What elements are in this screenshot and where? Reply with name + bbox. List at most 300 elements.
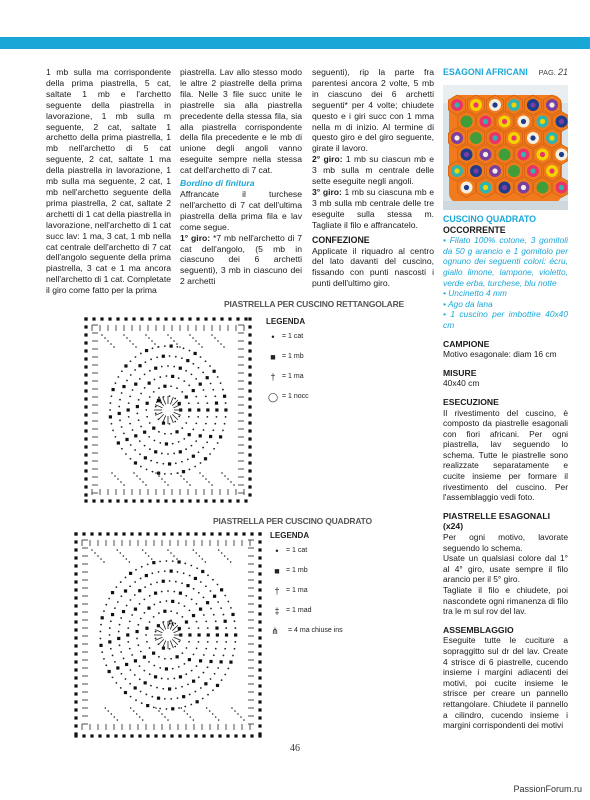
stitch-mark [108,598,110,600]
hexagon-flower-center [502,185,507,190]
stitch-mark [248,429,251,432]
assemblaggio-text: Eseguite tutte le cuciture a sopraggitto sul dr del lav. Create 4 strisce di 6 piastrelle, cucendo insieme i margini adiacenti dei motivi, poi cucite insieme le strisce per creare un pannello rettangolare. Chiudete il pannello a cilindro, cucendo insieme i margini corrispondenti dei motivi [443,635,568,731]
stitch-mark [97,555,99,557]
stitch-mark [122,385,125,388]
stitch-mark [143,656,146,659]
stitch-mark [154,379,156,381]
stitch-mark [186,532,189,535]
stitch-mark [224,423,226,425]
treble-crochet-icon: ‡ [274,606,280,616]
legend-text: = 1 ma [286,587,308,594]
stitch-mark [111,591,114,594]
stitch-mark [196,499,199,502]
stitch-mark [156,687,158,689]
stitch-mark [110,648,112,650]
stitch-mark [258,596,261,599]
stitch-mark [141,566,143,568]
stitch-mark [139,440,141,442]
stitch-mark [135,630,138,633]
stitch-mark [258,620,261,623]
stitch-mark [146,734,149,737]
stitch-mark [129,572,132,575]
stitch-mark [162,734,165,737]
stitch-mark [84,445,87,448]
stitch-mark [215,626,218,629]
stitch-mark [173,453,175,455]
stitch-mark [116,317,119,320]
stitch-mark [139,665,141,667]
stitch-mark [163,610,166,613]
stitch-mark [248,485,251,488]
stitch-mark [218,734,221,737]
stitch-mark [130,707,132,709]
hexagon-flower-center [530,135,535,140]
stitch-mark [258,564,261,567]
stitch-mark [130,696,132,698]
stitch-mark [150,358,152,360]
stitch-mark [169,355,171,357]
stitch-mark [121,392,123,394]
stitch-mark [200,581,202,583]
stitch-mark [134,594,136,596]
stitch-mark [234,633,237,636]
stitch-mark [123,658,125,660]
stitch-mark [74,660,77,663]
stitch-mark [162,580,165,583]
stitch-mark [84,349,87,352]
stitch-mark [158,625,164,631]
stitch-mark [232,655,234,657]
stitch-mark [198,592,200,594]
hexagon-flower-center [559,185,564,190]
stitch-mark [129,648,131,650]
stitch-mark [144,456,147,459]
stitch-mark [164,716,166,718]
stitch-mark [234,620,236,622]
stitch-mark [127,627,129,629]
stitch-mark [103,610,105,612]
stitch-mark [248,341,251,344]
stitch-mark [188,433,191,436]
stitch-mark [234,532,237,535]
stitch-mark [74,556,77,559]
stitch-mark [184,563,186,565]
chain-icon: • [275,546,279,556]
stitch-mark [126,633,129,636]
stitch-mark [74,700,77,703]
hexagon-flower-center [521,152,526,157]
stitch-mark [166,708,168,710]
hexagon-flower-center [540,152,545,157]
stitch-mark [192,614,195,617]
hexagon-flower-center [530,102,535,107]
stitch-mark [130,532,133,535]
stitch-mark [84,405,87,408]
stitch-mark [175,430,178,433]
hexagon-flower-center [530,168,535,173]
stitch-mark [84,485,87,488]
stitch-mark [192,680,195,683]
stitch-mark [115,436,117,438]
stitch-mark [193,654,195,656]
stitch-mark [117,441,120,444]
stitch-mark [139,378,141,380]
stitch-mark [146,402,149,405]
stitch-mark [112,676,114,678]
stitch-mark [218,719,220,721]
stitch-mark [170,385,172,387]
watermark: PassionForum.ru [513,784,582,794]
stitch-mark [179,346,181,348]
stitch-mark [205,648,207,650]
stitch-mark [211,334,213,336]
stitch-mark [213,614,215,616]
stitch-mark [74,604,77,607]
stitch-mark [164,345,166,347]
stitch-mark [155,472,157,474]
stitch-mark [155,637,157,639]
stitch-mark [258,612,261,615]
stitch-mark [154,343,156,345]
stitch-mark [114,475,116,477]
stitch-mark [148,661,150,663]
stitch-mark [171,600,174,603]
stitch-mark [225,402,227,404]
stitch-mark [175,356,177,358]
stitch-mark [203,672,205,674]
stitch-mark [134,383,137,386]
stitch-mark [201,570,204,573]
stitch-mark [248,445,251,448]
esecuzione-text: Il rivestimento del cuscino, è composto da piastrelle esagonali con fiori africani. Per ogni piastrella, lav seguendo lo schema. Tutte le piastrelle sono realizzate separatamente e cucite insieme per formare il rivestimento del cuscino. Per l'assemblaggio vedi foto. [443,407,568,503]
stitch-mark [139,603,141,605]
stitch-mark [169,648,171,650]
stitch-mark [198,641,200,643]
stitch-mark [173,555,175,557]
stitch-mark [164,570,166,572]
stitch-mark [231,613,234,616]
stitch-mark [129,561,131,563]
stitch-mark [216,633,219,636]
stitch-mark [134,434,137,437]
stitch-mark [258,684,261,687]
stitch-mark [139,478,141,480]
stitch-mark [124,589,127,592]
page-ref-label: PAG. [538,68,556,77]
stitch-mark [101,651,103,653]
stitch-mark [188,408,191,411]
stitch-mark [203,429,205,431]
stitch-mark [84,317,87,320]
stitch-mark [209,365,211,367]
stitch-mark [206,416,208,418]
stitch-mark [140,618,142,620]
stitch-mark [202,734,205,737]
stitch-mark [179,592,182,595]
stitch-mark [139,678,141,680]
stitch-mark [174,405,181,408]
stitch-mark [172,443,174,445]
stitch-mark [156,499,159,502]
stitch-mark [149,448,151,450]
stitch-mark [147,564,149,566]
stitch-mark [159,601,161,603]
stitch-mark [108,640,111,643]
page-number: 46 [290,743,300,754]
round-2-paragraph [312,154,434,187]
stitch-mark [135,346,137,348]
stitch-mark [191,445,193,447]
stitch-mark [158,431,160,433]
chain-icon: • [271,332,275,342]
stitch-mark [131,614,133,616]
stitch-mark [193,719,195,721]
stitch-mark [248,389,251,392]
stitch-mark [224,648,226,650]
text-column-1 [46,67,171,296]
stitch-mark [100,317,103,320]
stitch-mark [84,477,87,480]
legend-row [266,372,305,392]
stitch-mark [132,343,134,345]
legend-title: LEGENDA [266,317,306,326]
stitch-mark [224,620,227,623]
stitch-mark [186,359,189,362]
paragraph: piastrella. Lav allo stesso modo le altre 2 piastrelle della prima fila. Nelle 3 file succ unite le piastrelle sia alla piastrella precedente della stessa fila, sia alla piastrella corrispondente della fila precedente e le mb di unione degli angoli vanno eseguite sempre nella stessa cat dell'archetto di 7 cat. [180,67,302,176]
round-text: 1 mb su ciascun mb e 3 mb sulla m centrale delle sette eseguite negli angoli. [312,154,434,187]
stitch-mark [149,647,151,649]
stitch-mark [248,437,251,440]
stitch-mark [129,683,131,685]
stitch-mark [184,663,186,665]
stitch-mark [148,337,150,339]
stitch-mark [200,462,202,464]
stitch-mark [154,367,157,370]
hexagon-flower-center [549,135,554,140]
stitch-mark [248,325,251,328]
stitch-mark [154,592,157,595]
stitch-mark [74,684,77,687]
stitch-mark [140,317,143,320]
hexagon-flower-center [559,152,564,157]
stitch-mark [197,633,200,636]
materials-item: • 1 cuscino per imbottire 40x40 cm [443,309,568,330]
stitch-mark [217,601,219,603]
stitch-mark [74,564,77,567]
stitch-mark [176,387,178,389]
stitch-mark [164,499,167,502]
stitch-mark [195,691,197,693]
hexagon-flower-center [473,168,478,173]
stitch-mark [136,638,138,640]
stitch-mark [210,532,213,535]
stitch-mark [213,654,215,656]
stitch-mark [242,734,245,737]
stitch-mark [161,366,163,368]
stitch-mark [167,484,169,486]
stitch-mark [111,472,113,474]
stitch-mark [248,381,251,384]
stitch-mark [84,429,87,432]
stitch-mark [234,734,237,737]
stitch-mark [203,389,205,391]
stitch-mark [140,651,142,653]
stitch-mark [171,707,174,710]
stitch-mark [194,466,196,468]
stitch-mark [199,659,202,662]
crochet-diagram-square [72,530,264,740]
stitch-mark [144,374,146,376]
stitch-mark [189,609,191,611]
stitch-mark [195,340,197,342]
stitch-mark [193,549,195,551]
stitch-mark [148,555,150,557]
stitch-mark [198,343,200,345]
stitch-mark [258,580,261,583]
stitch-mark [154,675,157,678]
stitch-mark [155,631,157,633]
legend-row [266,392,309,412]
stitch-mark [188,384,190,386]
stitch-mark [154,440,156,442]
stitch-mark [177,697,179,699]
stitch-mark [173,366,175,368]
stitch-mark [123,433,125,435]
stitch-mark [170,641,173,648]
stitch-mark [151,696,153,698]
stitch-mark [119,419,121,421]
stitch-mark [208,481,210,483]
stitch-mark [207,574,209,576]
round-label: 3° giro: [312,186,342,197]
chart-title-rectangular: PIASTRELLA PER CUSCINO RETTANGOLARE [224,299,405,309]
stitch-mark [129,340,131,342]
stitch-mark [191,374,193,376]
legend-text: = 1 mad [286,607,312,614]
stitch-mark [144,445,146,447]
stitch-mark [181,686,183,688]
stitch-mark [105,664,107,666]
stitch-mark [114,716,116,718]
stitch-mark [187,458,189,460]
legend-text: = 1 cat [282,333,304,340]
hexagon-flower-center [540,185,545,190]
stitch-mark [103,561,105,563]
stitch-mark [225,641,227,643]
stitch-mark [210,734,213,737]
stitch-mark [126,337,128,339]
stitch-mark [230,561,232,563]
stitch-mark [182,470,185,473]
stitch-mark [202,447,204,449]
stitch-mark [170,397,173,404]
stitch-mark [224,555,226,557]
stitch-mark [178,377,180,379]
stitch-mark [130,458,132,460]
stitch-mark [84,357,87,360]
stitch-mark [258,668,261,671]
stitch-mark [111,395,113,397]
stitch-mark [195,396,197,398]
stitch-mark [74,580,77,583]
stitch-mark [105,604,107,606]
stitch-mark [234,648,236,650]
stitch-mark [159,708,161,710]
stitch-mark [158,387,160,389]
stitch-mark [120,481,122,483]
stitch-mark [110,620,112,622]
stitch-mark [74,548,77,551]
stitch-mark [158,639,164,645]
stitch-mark [183,438,185,440]
stitch-mark [183,380,185,382]
stitch-mark [119,399,121,401]
stitch-mark [190,565,192,567]
stitch-mark [104,337,106,339]
stitch-mark [140,393,142,395]
stitch-mark [144,361,146,363]
stitch-mark [186,481,188,483]
stitch-mark [146,416,148,418]
stitch-mark [159,442,161,444]
stitch-mark [134,686,137,689]
stitch-mark [178,532,181,535]
cluster-icon: ⋔ [271,626,279,636]
stitch-mark [167,453,169,455]
stitch-mark [162,421,165,424]
stitch-mark [166,560,168,562]
stitch-mark [162,532,165,535]
stitch-mark [149,673,151,675]
stitch-mark [135,356,137,358]
stitch-mark [168,687,171,690]
stitch-mark [114,661,116,663]
stitch-mark [152,347,154,349]
stitch-mark [152,427,155,430]
stitch-mark [115,382,117,384]
stitch-mark [127,641,129,643]
stitch-mark [248,477,251,480]
stitch-mark [84,325,87,328]
stitch-mark [228,317,231,320]
round-label: 1° giro: [180,232,211,243]
stitch-mark [258,548,261,551]
stitch-mark [196,603,198,605]
stitch-mark [188,627,190,629]
stitch-mark [161,678,163,680]
stitch-mark [74,540,77,543]
stitch-mark [164,433,166,435]
stitch-mark [188,633,191,636]
stitch-mark [167,678,169,680]
hexagon-flower-center [540,119,545,124]
stitch-mark [117,719,119,721]
hexagon-flower-center [521,119,526,124]
stitch-mark [191,599,193,601]
stitch-mark [258,676,261,679]
stitch-mark [185,673,187,675]
stitch-mark [248,493,251,496]
pillow-photo-image [443,85,568,210]
stitch-mark [172,400,178,406]
stitch-mark [230,481,232,483]
stitch-mark [84,499,87,502]
stitch-mark [161,713,163,715]
hexagon-flower-center [473,135,478,140]
stitch-mark [202,475,204,477]
stitch-mark [164,473,166,475]
stitch-mark [170,734,173,737]
